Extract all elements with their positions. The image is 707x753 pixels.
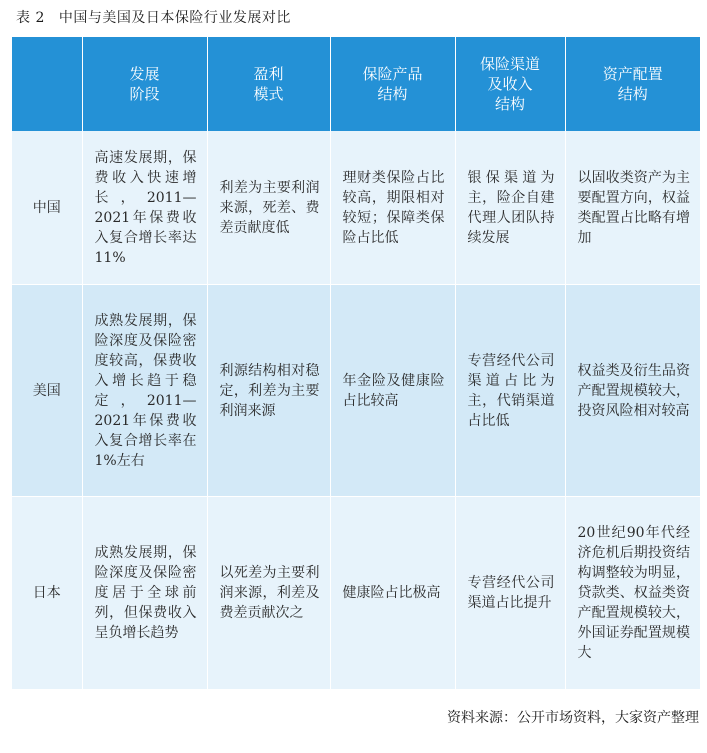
cell-products: 年金险及健康险占比较高 bbox=[330, 285, 455, 497]
cell-assets: 权益类及衍生品资产配置规模较大，投资风险相对较高 bbox=[565, 285, 700, 497]
header-row bbox=[12, 37, 700, 131]
cell-channels: 专营经代公司渠道占比提升 bbox=[455, 497, 565, 690]
cell-assets: 20世纪90年代经济危机后期投资结构调整较为明显，贷款类、权益类资产配置规模较大，外国证券配置规模大 bbox=[565, 497, 700, 690]
header-blank bbox=[12, 37, 82, 131]
header-stage: 发展 阶段 bbox=[82, 37, 207, 131]
table-row bbox=[12, 131, 700, 285]
source-note: 资料来源：公开市场资料，大家资产整理 bbox=[447, 710, 699, 726]
cell-products: 健康险占比极高 bbox=[330, 497, 455, 690]
row-country: 中国 bbox=[12, 131, 82, 285]
table-caption bbox=[10, 7, 291, 27]
cell-profit: 利差为主要利润来源，死差、费差贡献度低 bbox=[207, 131, 330, 285]
cell-profit: 以死差为主要利润来源，利差及费差贡献次之 bbox=[207, 497, 330, 690]
cell-stage: 成熟发展期，保险深度及保险密度较高，保费收入增长趋于稳定，2011—2021年保费收入复合增长率在1%左右 bbox=[82, 285, 207, 497]
header-asset-allocation: 资产配置 结构 bbox=[565, 37, 700, 131]
table-row bbox=[12, 497, 700, 690]
cell-channels: 银保渠道为主，险企自建代理人团队持续发展 bbox=[455, 131, 565, 285]
cell-profit: 利源结构相对稳定，利差为主要利润来源 bbox=[207, 285, 330, 497]
header-profit-model: 盈利 模式 bbox=[207, 37, 330, 131]
header-product-structure: 保险产品 结构 bbox=[330, 37, 455, 131]
cell-products: 理财类保险占比较高，期限相对较短；保障类保险占比低 bbox=[330, 131, 455, 285]
row-country: 美国 bbox=[12, 285, 82, 497]
comparison-table bbox=[12, 37, 700, 689]
cell-stage: 成熟发展期，保险深度及保险密度居于全球前列，但保费收入呈负增长趋势 bbox=[82, 497, 207, 690]
cell-assets: 以固收类资产为主要配置方向，权益类配置占比略有增加 bbox=[565, 131, 700, 285]
header-channel-structure: 保险渠道 及收入 结构 bbox=[455, 37, 565, 131]
table-title: 中国与美国及日本保险行业发展对比 bbox=[58, 10, 291, 26]
table-row bbox=[12, 285, 700, 497]
row-country: 日本 bbox=[12, 497, 82, 690]
cell-channels: 专营经代公司渠道占比为主，代销渠道占比低 bbox=[455, 285, 565, 497]
table-number: 表 2 bbox=[16, 10, 45, 26]
cell-stage: 高速发展期，保费收入快速增长，2011—2021年保费收入复合增长率达11% bbox=[82, 131, 207, 285]
